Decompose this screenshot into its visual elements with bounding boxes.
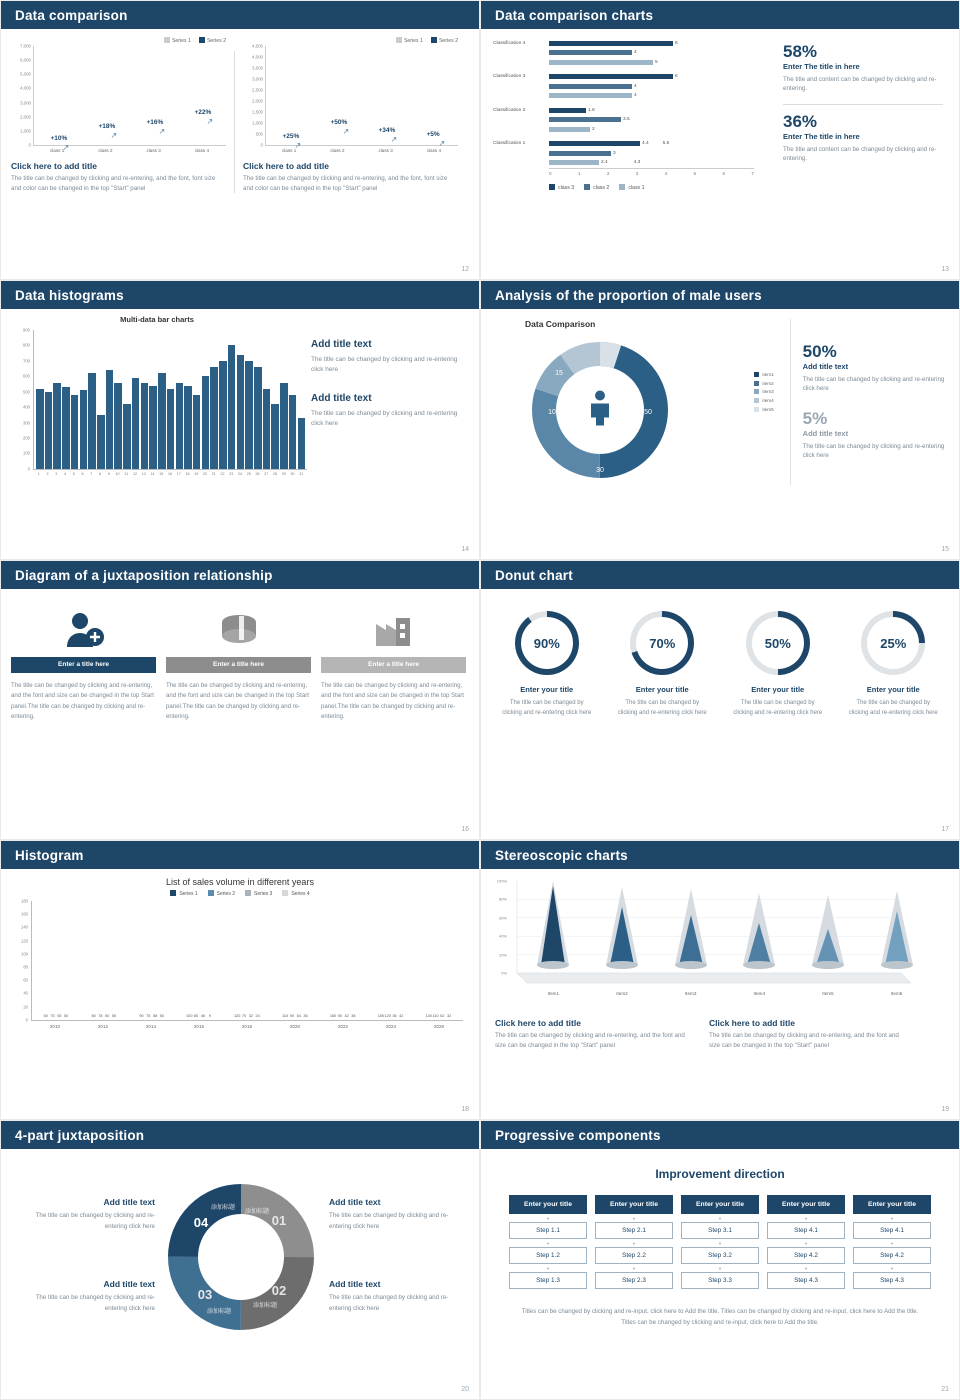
label-bottom-left: Add title text The title can be changed by clicking and re-entering click here [35,1279,155,1312]
slide-title: Diagram of a juxtaposition relationship [1,561,479,589]
donut-chart [525,335,675,485]
divider [234,51,235,193]
title-button[interactable]: Enter a title here [11,657,156,673]
ring-title: Enter your title [866,685,920,694]
column-2 [166,603,311,722]
step-column-1 [509,1195,587,1292]
step-column-3 [681,1195,759,1292]
slide-title: Progressive components [481,1121,959,1149]
step-cell[interactable]: Step 4.1 [853,1222,931,1239]
svg-text:添加标题: 添加标题 [244,1209,270,1215]
step-cell[interactable]: Step 4.2 [767,1247,845,1264]
ring-4 [839,611,947,718]
column-header[interactable]: Enter your title [509,1195,587,1214]
block-title: Add title text [311,392,372,404]
label-top-left: Add title text The title can be changed by clicking and re-entering click here [35,1197,155,1230]
ring-value: 70% [636,617,688,669]
ring-title: Enter your title [520,685,574,694]
x-axis-labels: Item1 Item2 Item3 Item4 Item5 Item6 [547,991,903,996]
chart-legend: item1 item2 item3 item4 item5 [754,371,773,415]
x-axis: 0 1 2 3 4 5 6 7 [549,168,754,176]
caret-icon: ▼ [890,1241,894,1246]
slide-data-comparison [0,0,480,280]
ring-text: The title can be changed by clicking and re-entering click here [617,700,707,716]
chart-legend: class 3 class 2 class 1 [549,184,773,191]
ring-title: Enter your title [751,685,805,694]
svg-text:15: 15 [555,370,563,377]
ring-1 [493,611,601,718]
category-label: Classification 4 [493,40,526,46]
svg-text:10: 10 [548,409,556,416]
stat-title: Add title text [802,428,849,438]
slide-stereoscopic-charts [480,840,960,1120]
divider [783,104,943,105]
step-cell[interactable]: Step 1.2 [509,1247,587,1264]
cylinder-stack-icon [166,603,311,657]
stat-title: Add title text [802,361,849,371]
caret-icon: ▼ [632,1241,636,1246]
cone-item5 [806,881,850,973]
block-text: The title can be changed by clicking and re-entering click here [311,409,458,427]
svg-text:添加标题: 添加标题 [210,1205,236,1211]
caret-icon: ▼ [546,1216,550,1221]
svg-text:02: 02 [271,1283,287,1298]
step-cell[interactable]: Step 4.3 [853,1272,931,1289]
ring-2 [608,611,716,718]
caret-icon: ▼ [804,1241,808,1246]
slide-title: Data comparison [1,1,479,29]
ring-text: The title can be changed by clicking and re-entering click here [733,700,823,716]
slide-title: 4-part juxtaposition [1,1121,479,1149]
caret-icon: ▼ [804,1266,808,1271]
column-1 [11,603,156,722]
caption-title: Click here to add title [495,1018,581,1028]
caret-icon: ▼ [632,1216,636,1221]
section-heading: Improvement direction [655,1167,785,1181]
ring-value: 25% [867,617,919,669]
slide-histogram [0,840,480,1120]
page-number: 17 [941,826,949,833]
cone-item2 [600,881,644,973]
caption-title: Click here to add title [243,161,329,171]
label-top-right: Add title text The title can be changed by clicking and re-entering click here [329,1197,449,1230]
stat-text: The title and content can be changed by clicking and re-entering. [783,145,937,163]
svg-text:04: 04 [193,1215,209,1230]
y-axis: 180 160 140 120 100 80 60 40 20 0 [21,898,28,1023]
x-axis-labels: class 1 class 2 class 3 class 4 [49,148,210,153]
x-axis-labels: class 1 class 2 class 3 class 4 [281,148,442,153]
caret-icon: ▼ [546,1266,550,1271]
ring-text: The title can be changed by clicking and re-entering click here [502,700,592,716]
category-label: Classification 1 [493,141,526,146]
caption-text: The title can be changed by clicking and re-entering, and the font, font size and color can be changed in the top "Start" panel [11,175,216,192]
column-header[interactable]: Enter your title [595,1195,673,1214]
step-cell[interactable]: Step 3.1 [681,1222,759,1239]
step-cell[interactable]: Step 3.3 [681,1272,759,1289]
chart-legend: Series 1 Series 2 [11,37,226,44]
step-cell[interactable]: Step 4.3 [767,1272,845,1289]
slide-title: Histogram [1,841,479,869]
cone-chart [496,878,939,991]
chart-legend: Series 1 Series 2 Series 3 Series 4 [1,890,479,897]
chart-title: Multi-data bar charts [120,315,194,324]
column-header[interactable]: Enter your title [767,1195,845,1214]
column-header[interactable]: Enter your title [853,1195,931,1214]
page-number: 19 [941,1106,949,1113]
chart-right: Series 1 Series 2 4,500 4,000 3,500 3,000 2,500 2,000 1,500 1,000 500 0 +25% ↗ +50% ↗ +34% ↗ +5% ↗ class 1 class 2 class 3 class 4 Click here to add title The title can be changed by clicking and re-entering, and the font, font size and color can be changed in the top "Start" panel [243,38,458,192]
slide-title: Donut chart [481,561,959,589]
page-number: 15 [941,546,949,553]
cone-item1 [531,881,575,973]
stat-text: The title and content can be changed by clicking and re-entering. [783,75,937,93]
horizontal-bar-chart: Classification 4 6 4 5 Classification 3 6 4 4 Classification 2 1.8 3.5 2 Classification 1 4.4 5.5 3 2.4 4.3 0 1 2 3 4 5 6 7 class 3 class 2 class 1 [493,39,773,191]
chart-title: Data Comparison [525,319,596,329]
column-text: The title can be changed by clicking and re-entering, and the font and size can be changed in the top Start panel.The title can be changed by clicking and re-entering. [11,682,154,721]
svg-text:添加标题: 添加标题 [252,1303,278,1309]
page-number: 21 [941,1386,949,1393]
step-cell[interactable]: Step 4.2 [853,1247,931,1264]
y-axis: 7,000 6,000 5,000 4,000 3,000 2,000 1,000 0 [20,43,31,148]
chart-legend: Series 1 Series 2 [243,37,458,44]
stat-text: The title can be changed by clicking and re-entering click here [802,375,945,393]
block-text: The title can be changed by clicking and re-entering click here [311,356,458,373]
step-column-4 [767,1195,845,1292]
page-number: 16 [461,826,469,833]
cone-item6 [875,881,919,973]
caret-icon: ▼ [718,1241,722,1246]
chart-title: List of sales volume in different years [166,877,314,887]
category-label: Classification 2 [493,107,526,113]
caret-icon: ▼ [890,1266,894,1271]
ring-title: Enter your title [635,685,689,694]
slide-juxtaposition-diagram [0,560,480,840]
slide-title: Data histograms [1,281,479,309]
x-axis-labels: 1 2 3 4 5 6 7 8 9 10 11 12 13 14 15 16 17 18 19 20 21 22 23 24 25 26 27 28 29 30 31 [37,472,304,476]
step-cell[interactable]: Step 2.1 [595,1222,673,1239]
person-icon [587,390,613,431]
page-number: 13 [941,266,949,273]
person-add-icon [11,603,156,657]
stat-percent: 36% [783,111,818,131]
category-label: Classification 3 [493,74,526,79]
label-bottom-right: Add title text The title can be changed by clicking and re-entering click here [329,1279,449,1312]
caret-icon: ▼ [804,1216,808,1221]
step-cell[interactable]: Step 2.2 [595,1247,673,1264]
cone-item4 [737,881,781,973]
column-text: The title can be changed by clicking and re-entering, and the font and size can be changed in the top Start panel.The title can be changed by clicking and re-entering. [321,682,464,721]
step-cell[interactable]: Step 1.1 [509,1222,587,1239]
stat-percent: 5% [802,408,828,428]
caption-text: The title can be changed by clicking and re-entering, and the font and size can be changed in the top "Start" panel [709,1032,899,1049]
caret-icon: ▼ [632,1266,636,1271]
caret-icon: ▼ [718,1216,722,1221]
slide-title: Stereoscopic charts [481,841,959,869]
slide-title: Analysis of the proportion of male users [481,281,959,309]
factory-icon [321,603,466,657]
footer-text: Titles can be changed by clicking and re-input, click here to Add the title. Titles can be changed by clicking and re-input, click here to Add the title. Titles can be changed by clicking and re-input, click here to Add the title. [521,1308,919,1327]
title-button[interactable]: Enter a title here [166,657,311,673]
slide-progressive-components [480,1120,960,1400]
block-title: Add title text [311,339,372,350]
stat-title: Enter The title in here [783,131,860,141]
step-column-2 [595,1195,673,1292]
caret-icon: ▼ [890,1216,894,1221]
stat-text: The title can be changed by clicking and re-entering click here [802,442,945,460]
cone-item3 [669,881,713,973]
slide-male-user-proportion [480,280,960,560]
stat-title: Enter The title in here [783,61,860,71]
slide-title: Data comparison charts [481,1,959,29]
step-cell[interactable]: Step 4.1 [767,1222,845,1239]
step-cell[interactable]: Step 2.3 [595,1272,673,1289]
page-number: 20 [461,1386,469,1393]
page-number: 18 [461,1106,469,1113]
title-button[interactable]: Enter a title here [321,657,466,673]
svg-text:30: 30 [596,467,604,474]
y-axis: 100% 80% 60% 40% 20% 0% [496,878,507,976]
step-cell[interactable]: Step 1.3 [509,1272,587,1289]
grouped-bar-chart: 180 160 140 120 100 80 60 40 20 0 60 75 55 50 80 78 60 55 90 75 58 50 100 80 46 9 120 70 32 24 110 90 54 36 160 95 42 38 150 120 36 42 130 110 62 32 [31,901,463,1021]
ring-value: 50% [752,617,804,669]
caption-title: Click here to add title [11,161,97,171]
slide-data-comparison-charts [480,0,960,280]
svg-text:03: 03 [197,1287,213,1302]
multi-bar-chart [23,327,307,472]
slide-4-part-juxtaposition [0,1120,480,1400]
chart-left: Series 1 Series 2 7,000 6,000 5,000 4,000 3,000 2,000 1,000 0 +10% ↗ +18% ↗ +16% ↗ +22% ↗ class 1 class 2 class 3 class 4 Click here to add title The title can be changed by clicking and re-entering, and the font, font size and color can be changed in the top "Start" panel [11,38,226,192]
caption-text: The title can be changed by clicking and re-entering, and the font, font size and color can be changed in the top "Start" panel [243,175,448,192]
caret-icon: ▼ [718,1266,722,1271]
ring-value: 90% [521,617,573,669]
page-number: 12 [461,266,469,273]
column-header[interactable]: Enter your title [681,1195,759,1214]
ring-text: The title can be changed by clicking and re-entering click here [848,700,938,716]
y-axis: 900 800 700 600 500 400 300 200 100 0 [23,327,30,472]
svg-text:添加标题: 添加标题 [206,1309,232,1315]
slide-donut-chart [480,560,960,840]
step-column-5 [853,1195,931,1292]
ring-3 [724,611,832,718]
stat-percent: 50% [802,342,837,361]
page-number: 14 [461,546,469,553]
y-axis: 4,500 4,000 3,500 3,000 2,500 2,000 1,500 1,000 500 0 [252,43,263,148]
step-cell[interactable]: Step 3.2 [681,1247,759,1264]
caret-icon: ▼ [546,1241,550,1246]
svg-text:01: 01 [271,1213,287,1228]
slide-data-histograms [0,280,480,560]
column-3 [321,603,466,722]
svg-text:50: 50 [644,409,652,416]
caption-text: The title can be changed by clicking and re-entering, and the font and size can be changed in the top "Start" panel [495,1032,685,1049]
x-axis-labels: 2010 2012 2014 2016 2018 2020 2022 2024 2026 [49,1024,445,1029]
column-text: The title can be changed by clicking and re-entering, and the font and size can be changed in the top Start panel.The title can be changed by clicking and re-entering. [166,682,309,721]
caption-title: Click here to add title [709,1018,795,1028]
four-part-donut [161,1177,321,1342]
stat-percent: 58% [783,42,818,61]
